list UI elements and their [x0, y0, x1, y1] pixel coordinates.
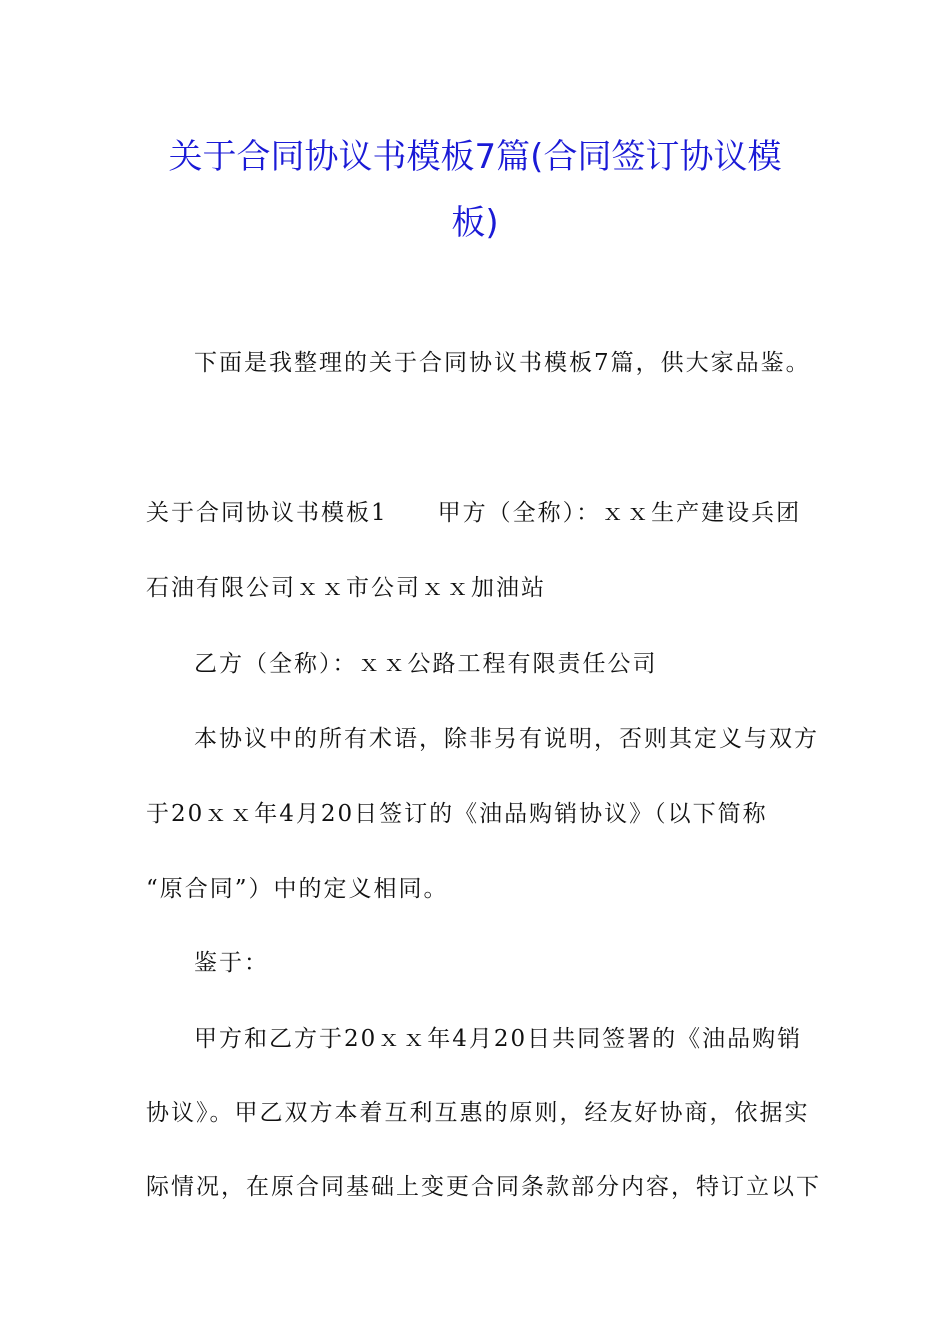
text-line-10: 际情况，在原合同基础上变更合同条款部分内容，特订立以下: [146, 1174, 821, 1200]
text-line-2: 石油有限公司ｘｘ市公司ｘｘ加油站: [146, 575, 546, 601]
text-line-7: 鉴于：: [194, 950, 269, 976]
text-line-4: 本协议中的所有术语，除非另有说明，否则其定义与双方: [194, 726, 819, 752]
text-line-8: 甲方和乙方于20ｘｘ年4月20日共同签署的《油品购销: [194, 1026, 803, 1052]
text-line-6: “原合同”）中的定义相同。: [146, 876, 449, 902]
title-line-1: 关于合同协议书模板7篇(合同签订协议模: [168, 137, 782, 177]
text-line-5: 于20ｘｘ年4月20日签订的《油品购销协议》（以下简称: [146, 801, 768, 827]
text-line-3: 乙方（全称）：ｘｘ公路工程有限责任公司: [194, 651, 658, 677]
intro-paragraph: 下面是我整理的关于合同协议书模板7篇，供大家品鉴。: [194, 350, 811, 376]
text-line-9: 协议》。甲乙双方本着互利互惠的原则，经友好协商，依据实: [146, 1100, 810, 1126]
title-line-2: 板): [451, 203, 499, 243]
text-line-1: 关于合同协议书模板1 甲方（全称）：ｘｘ生产建设兵团: [146, 500, 802, 526]
document-title: [120, 124, 830, 256]
